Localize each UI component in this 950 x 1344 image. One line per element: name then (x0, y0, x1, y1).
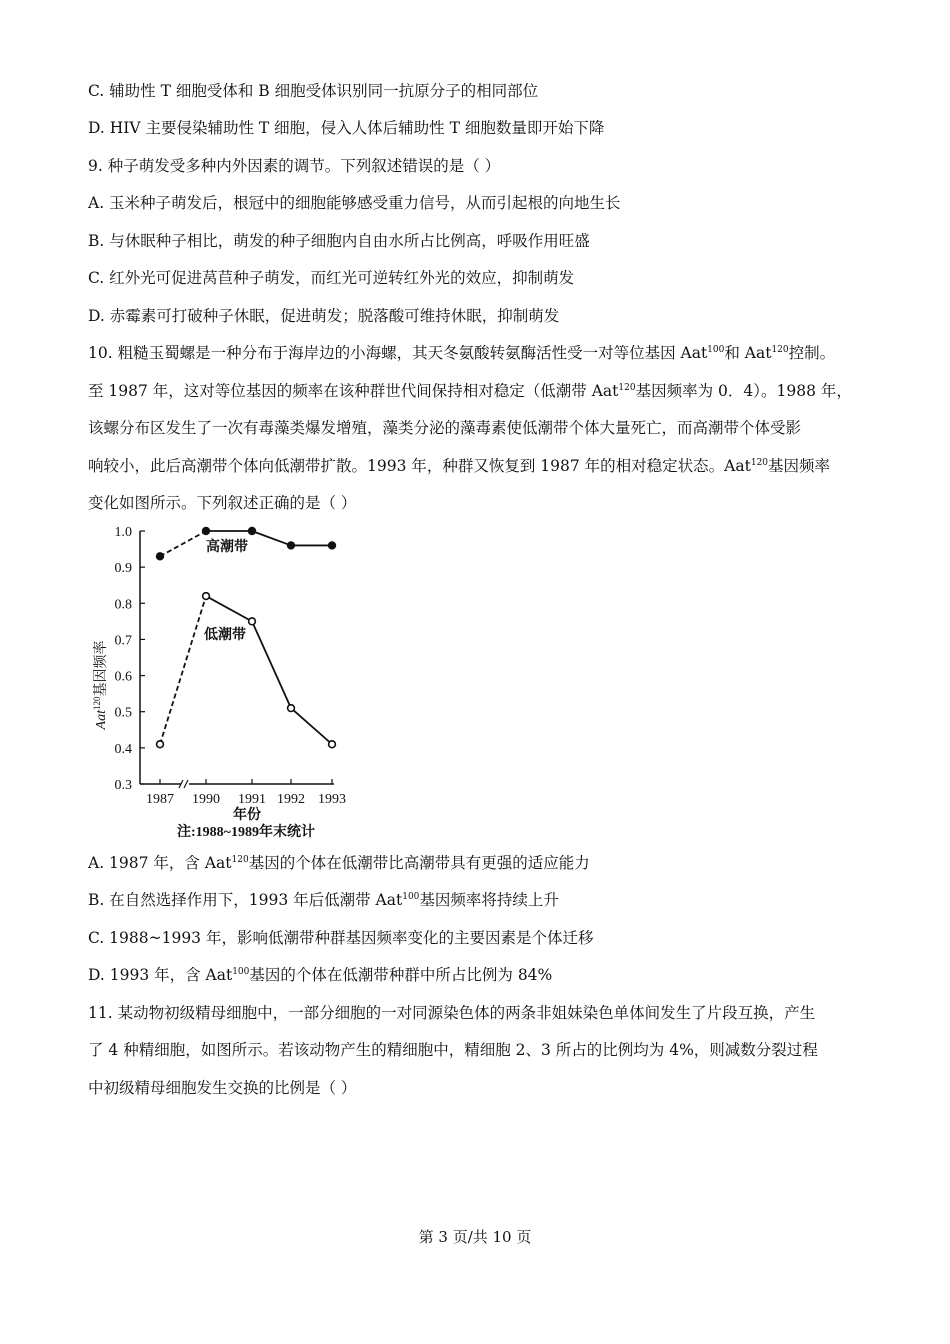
series-1-point (288, 705, 295, 712)
q9-stem: 9. 种子萌发受多种内外因素的调节。下列叙述错误的是（ ） (88, 157, 501, 175)
q10-option-a: A. 1987 年，含 Aat$^{120}$基因的个体在低潮带比高潮带具有更强的适应能力 (88, 854, 590, 872)
page-footer: 第 3 页/共 10 页 (418, 1228, 532, 1246)
y-tick-label: 0.7 (114, 633, 132, 649)
series-1-point (157, 741, 164, 748)
chart-ylabel: Aat$^{120}$基因频率 (92, 640, 109, 730)
q10-option-b: B. 在自然选择作用下，1993 年后低潮带 Aat$^{100}$基因频率将持续上升 (88, 891, 559, 909)
series-1-segment (160, 596, 206, 744)
series-1-segment (291, 708, 332, 744)
axis-break-mark (184, 780, 188, 788)
series-1-point (329, 741, 336, 748)
series-0-point (329, 542, 336, 549)
series-0-segment (252, 531, 291, 545)
q10-stem-line-5: 变化如图所示。下列叙述正确的是（ ） (88, 494, 357, 512)
series-1-segment (252, 621, 291, 708)
q10-option-c: C. 1988~1993 年，影响低潮带种群基因频率变化的主要因素是个体迁移 (88, 929, 594, 947)
q10-stem-line-2: 至 1987 年，这对等位基因的频率在该种群世代间保持相对稳定（低潮带 Aat$^{120}$基因频率为 0．4）。1988 年， (88, 382, 852, 400)
x-tick-label: 1990 (192, 792, 220, 807)
q9-option-b: B. 与休眠种子相比，萌发的种子细胞内自由水所占比例高，呼吸作用旺盛 (88, 232, 590, 250)
q8-option-c: C. 辅助性 T 细胞受体和 B 细胞受体识别同一抗原分子的相同部位 (88, 82, 539, 100)
y-tick-label: 0.6 (114, 669, 132, 685)
x-tick-label: 1993 (318, 792, 346, 807)
q10-option-d: D. 1993 年，含 Aat$^{100}$基因的个体在低潮带种群中所占比例为 84% (88, 966, 553, 984)
x-tick-label: 1992 (277, 792, 305, 807)
series-0-point (249, 528, 256, 535)
y-tick-label: 1.0 (114, 525, 132, 540)
q10-stem-line-3: 该螺分布区发生了一次有毒藻类爆发增殖，藻类分泌的藻毒素使低潮带个体大量死亡，而高潮带个体受影 (88, 419, 802, 437)
y-tick-label: 0.9 (114, 561, 132, 577)
chart-xlabel: 年份 (233, 808, 261, 823)
y-tick-label: 0.5 (114, 705, 132, 721)
q11-stem-line-3: 中初级精母细胞发生交换的比例是（ ） (88, 1079, 357, 1097)
series-0-point (288, 542, 295, 549)
series-0-segment (160, 531, 206, 556)
series-1-point (203, 593, 210, 600)
series-label-high-tide: 高潮带 (206, 540, 248, 555)
q9-option-d: D. 赤霉素可打破种子休眠，促进萌发；脱落酸可维持休眠，抑制萌发 (88, 307, 560, 325)
y-tick-label: 0.8 (114, 597, 132, 613)
q10-stem-line-1: 10. 粗糙玉蜀螺是一种分布于海岸边的小海螺，其天冬氨酸转氨酶活性受一对等位基因 Aat$^{100}$和 Aat$^{120}$控制。 (88, 344, 836, 362)
chart-marks (157, 528, 336, 748)
series-0-point (157, 553, 164, 560)
y-tick-label: 0.4 (114, 741, 132, 757)
q9-option-a: A. 玉米种子萌发后，根冠中的细胞能够感受重力信号，从而引起根的向地生长 (88, 194, 621, 212)
q11-stem-line-1: 11. 某动物初级精母细胞中，一部分细胞的一对同源染色体的两条非姐妹染色单体间发生了片段互换，产生 (88, 1004, 816, 1022)
x-tick-label: 1991 (238, 792, 266, 807)
gene-frequency-chart (80, 515, 380, 845)
q11-stem-line-2: 了 4 种精细胞，如图所示。若该动物产生的精细胞中，精细胞 2、3 所占的比例均为 4%，则减数分裂过程 (88, 1041, 818, 1059)
series-1-segment (206, 596, 252, 621)
q8-option-d: D. HIV 主要侵染辅助性 T 细胞，侵入人体后辅助性 T 细胞数量即开始下降 (88, 119, 605, 137)
y-tick-label: 0.3 (114, 778, 132, 793)
series-label-low-tide: 低潮带 (204, 628, 246, 643)
chart-axes (115, 525, 347, 807)
x-tick-label: 1987 (146, 792, 174, 807)
q9-option-c: C. 红外光可促进莴苣种子萌发，而红光可逆转红外光的效应，抑制萌发 (88, 269, 575, 287)
series-0-point (203, 528, 210, 535)
series-1-point (249, 618, 256, 625)
q10-stem-line-4: 响较小，此后高潮带个体向低潮带扩散。1993 年，种群又恢复到 1987 年的相对稳定状态。Aat$^{120}$基因频率 (88, 457, 831, 475)
chart-note: 注:1988~1989年末统计 (177, 825, 315, 840)
